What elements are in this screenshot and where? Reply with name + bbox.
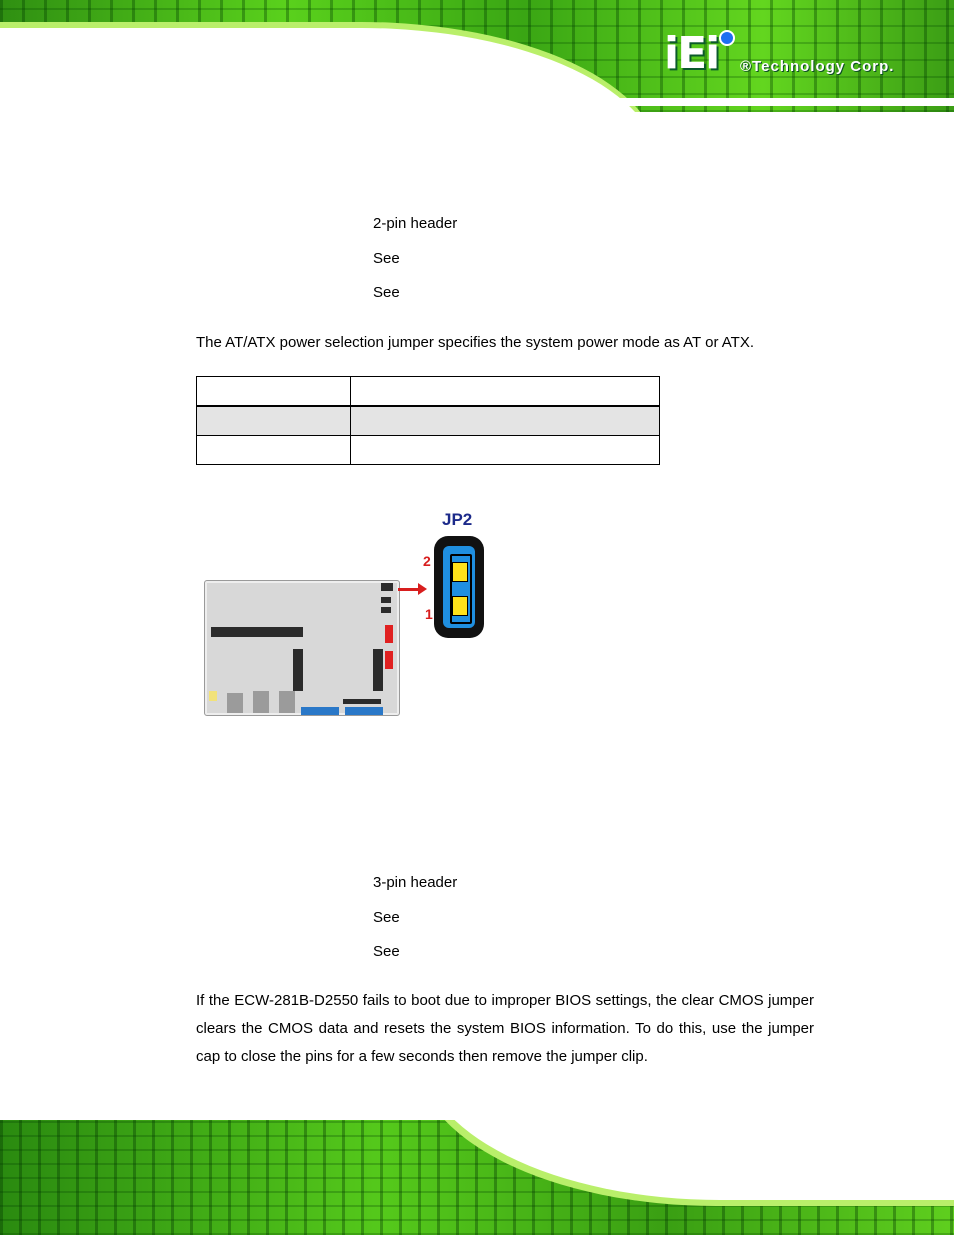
pin-number-top: 2 bbox=[423, 553, 431, 569]
motherboard-illustration bbox=[204, 580, 400, 716]
table-row bbox=[197, 436, 660, 465]
power-jack bbox=[227, 693, 243, 713]
page-footer-banner bbox=[0, 1120, 954, 1235]
jumper-pin-2 bbox=[452, 562, 468, 582]
minipcie-slot-2 bbox=[373, 649, 383, 691]
jumper-settings-table bbox=[196, 376, 660, 465]
com-connector bbox=[345, 707, 383, 715]
header-stripe bbox=[560, 98, 954, 106]
logo-mark: iEi bbox=[664, 28, 719, 79]
logo-dot-icon bbox=[719, 30, 735, 46]
clear-cmos-paragraph: If the ECW-281B-D2550 fails to boot due to improper BIOS settings, the clear CMOS jumper clears the CMOS data and resets the system BIOS information. To do this, use the jumper cap to close the pins for a few seconds then remove the jumper clip. bbox=[196, 992, 814, 1065]
vga-connector bbox=[301, 707, 339, 715]
intro-paragraph: The AT/ATX power selection jumper specifies the system power mode as AT or ATX. bbox=[196, 334, 755, 351]
table-row bbox=[197, 406, 660, 436]
spec1-type: 2-pin header bbox=[373, 215, 458, 232]
page-header-banner bbox=[0, 0, 954, 112]
table-cell bbox=[197, 377, 351, 407]
logo-text: ®Technology Corp. bbox=[740, 58, 895, 75]
table-cell bbox=[351, 436, 660, 465]
header-connector bbox=[381, 597, 391, 603]
jumper-pin-1 bbox=[452, 596, 468, 616]
jumper-diagram bbox=[434, 536, 484, 638]
lan-port bbox=[253, 691, 269, 713]
table-header-row bbox=[197, 377, 660, 407]
spec1-see1: See bbox=[373, 250, 400, 267]
table-cell bbox=[351, 406, 660, 436]
lan-port-2 bbox=[279, 691, 295, 713]
table-cell bbox=[197, 406, 351, 436]
jp2-location bbox=[381, 583, 393, 591]
company-logo bbox=[664, 28, 934, 88]
jumper-body bbox=[443, 546, 475, 628]
arrow-head-icon bbox=[418, 583, 427, 595]
spec2-see2: See bbox=[373, 943, 400, 960]
spec2-type: 3-pin header bbox=[373, 874, 458, 891]
red-connector bbox=[385, 625, 393, 643]
spec1-see2: See bbox=[373, 284, 400, 301]
battery-connector bbox=[209, 691, 217, 701]
table-cell bbox=[197, 436, 351, 465]
jumper-label: JP2 bbox=[442, 510, 473, 529]
pin-header-row bbox=[343, 699, 381, 704]
table-cell bbox=[351, 377, 660, 407]
pin-number-bottom: 1 bbox=[425, 606, 433, 622]
red-connector-2 bbox=[385, 651, 393, 669]
header-connector-2 bbox=[381, 607, 391, 613]
sodimm-slot bbox=[211, 627, 303, 637]
minipcie-slot bbox=[293, 649, 303, 691]
spec2-see1: See bbox=[373, 909, 400, 926]
footer-swoosh bbox=[420, 1120, 954, 1200]
